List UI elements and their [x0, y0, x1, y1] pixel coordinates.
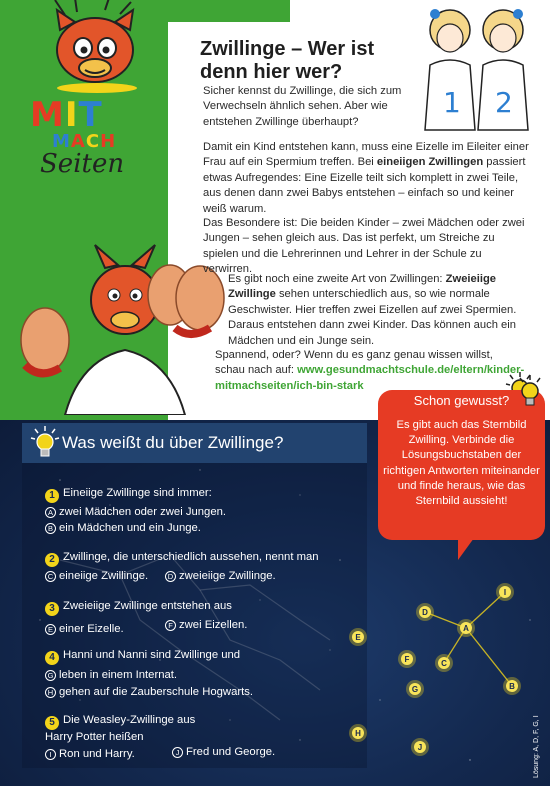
svg-text:D: D: [422, 608, 428, 617]
info-link[interactable]: www.gesundmachtschule.de/eltern/kinder-mitmachseiten/ich-bin-stark: [215, 364, 525, 392]
question-4: 4 Hanni und Nanni sind Zwillinge und: [45, 648, 240, 665]
article-title: Zwillinge – Wer ist denn hier wer?: [200, 38, 375, 83]
article-paragraph-besonderheit: Das Besondere ist: Die beiden Kinder – zwei Mädchen oder zwei Jungen – sehen gleich aus. Das ist perfekt, um Streiche zu spielen und die Lehrerinnen und Lehrer in der Schule zu verwirren.: [203, 217, 525, 276]
quiz-title: Was weißt du über Zwillinge?: [62, 433, 284, 452]
option-i[interactable]: I Ron und Harry.: [45, 747, 135, 762]
svg-text:J: J: [417, 743, 423, 752]
star-c[interactable]: [435, 654, 453, 672]
star-h[interactable]: [349, 724, 367, 742]
star-b[interactable]: [503, 677, 521, 695]
option-h[interactable]: H gehen auf die Zauberschule Hogwarts.: [45, 685, 253, 700]
svg-text:A: A: [463, 624, 469, 633]
option-g[interactable]: G leben in einem Internat.: [45, 668, 177, 683]
article-paragraph-eineiige: Damit ein Kind entstehen kann, muss eine Eizelle im Eileiter einer Frau auf ein Spermium treffen. Bei eineiigen Zwillingen passiert etwas Aufregendes: Eine Eizelle teilt sich komplett in zwei Teile, aus denen dann zwei Babys entstehen – einfach so und keiner weiß warum.: [203, 141, 529, 215]
callout-text: Es gibt auch das Sternbild Zwilling. Verbinde die Lösungsbuchstaben der richtigen Antworten miteinander und finde heraus, wie das Sternbild aussieht!: [383, 419, 540, 508]
star-d[interactable]: [416, 603, 434, 621]
option-a[interactable]: A zwei Mädchen oder zwei Jungen.: [45, 505, 226, 520]
question-5: 5 Die Weasley-Zwillinge aus Harry Potter heißen: [45, 714, 196, 743]
question-1: 1 Eineiige Zwillinge sind immer:: [45, 486, 212, 503]
constellation-line-AB: [466, 628, 512, 686]
article-paragraph-link: Spannend, oder? Wenn du es ganz genau wissen willst, schau nach auf: www.gesundmachtschule.de/eltern/kinder-mitmachseiten/ich-bin-stark: [215, 349, 525, 392]
option-e[interactable]: E einer Eizelle.: [45, 622, 124, 637]
callout-title: Schon gewusst?: [413, 393, 510, 408]
star-g[interactable]: [406, 680, 424, 698]
option-f[interactable]: F zwei Eizellen.: [165, 618, 247, 633]
star-e[interactable]: [349, 628, 367, 646]
logo-mit: MIT: [30, 95, 103, 135]
option-c[interactable]: C eineiige Zwillinge.: [45, 569, 148, 584]
svg-text:G: G: [411, 685, 419, 694]
option-d[interactable]: D zweieiige Zwillinge.: [165, 569, 276, 584]
option-b[interactable]: B ein Mädchen und ein Junge.: [45, 521, 201, 536]
svg-text:B: B: [509, 682, 515, 691]
twin-number-2: 2: [495, 86, 513, 119]
svg-text:H: H: [355, 729, 361, 738]
star-a[interactable]: [457, 619, 475, 637]
solution-text: Lösung: A, D, F, G, I: [533, 715, 540, 778]
svg-text:F: F: [404, 655, 410, 664]
star-j[interactable]: [411, 738, 429, 756]
svg-text:E: E: [355, 633, 361, 642]
article-paragraph-zweieiige: Es gibt noch eine zweite Art von Zwillingen: Zweieiige Zwillinge sehen unterschiedlich aus, so wie normale Geschwister. Hier treffen zwei Eizellen auf zwei Spermien. Daraus entstehen dann zwei Kinder. Das können auch ein Mädchen und ein Junge sein.: [228, 273, 517, 347]
star-f[interactable]: [398, 650, 416, 668]
svg-text:I: I: [503, 588, 507, 597]
article-intro: Sicher kennst du Zwillinge, die sich zum Verwechseln ähnlich sehen. Aber wie entstehen Zwillinge überhaupt?: [203, 85, 402, 128]
logo-mach: MACH: [52, 131, 117, 152]
question-3: 3 Zweieiige Zwillinge entstehen aus: [45, 599, 232, 616]
star-i[interactable]: [496, 583, 514, 601]
svg-text:C: C: [441, 659, 447, 668]
twin-number-1: 1: [443, 86, 461, 119]
question-2: 2 Zwillinge, die unterschiedlich aussehen, nennt man: [45, 550, 319, 567]
option-j[interactable]: J Fred und George.: [172, 745, 275, 760]
callout-lightbulb-icon: [515, 375, 545, 409]
callout-tail: [458, 538, 474, 560]
logo-seiten: Seiten: [40, 149, 125, 179]
